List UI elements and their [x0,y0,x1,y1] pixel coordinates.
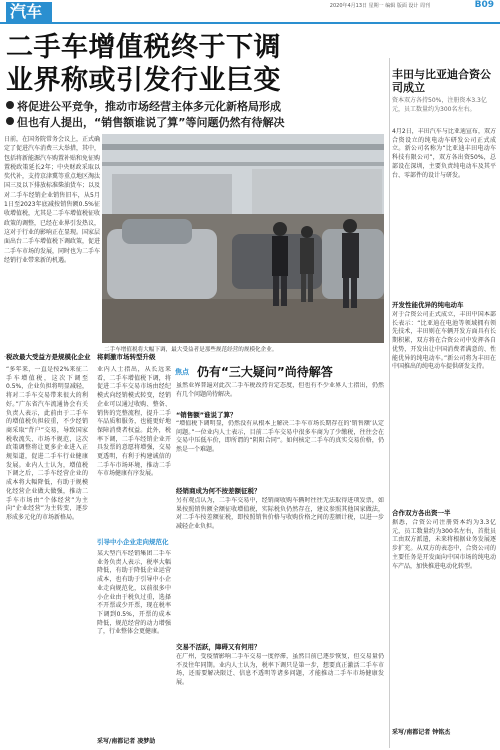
sidebar-body-3: 据悉，合资公司注册资本约为3.3亿元，员工数量约为300名左右，首批员工由双方派遣，未来将根据业务发展逐步扩充。从双方的表态中，合资公司的主要任务是开发面向中国市场的纯电动车产品，加快推进电动化转型。 [392,519,496,570]
column-2-author: 采写/南都记者 凌梦劼 [97,738,156,745]
headline-line-2: 业界称或引发行业巨变 [6,65,281,96]
column-1-text: “多年来，一直是按2%来征二手车增值税，这次下调至0.5%，企业负担将明显减轻，将对二手车交易带来很大的利好。”广东省汽车流通协会有关负责人表示，此前由于二手车的增值税负担较重，不少经销商采取“背户”交易，导致国家税收流失、市场不规范，这次政策调整将让更多企业进入正规渠道，促进二手车行业健康发展。业内人士认为，增值税下调之后，二手车经营企业的成本将大幅降低，有助于规模化经营企业做大做强，推动二手车市场由“个体经营”为主向“企业经营”为主转变，逐步形成多元化的市场新格局。 [6,366,88,521]
sidebar-body-2: 对于合资公司正式成立，丰田中国本部长表示：“比亚迪在电池等领域拥有领先技术，丰田则在车辆开发方面具有长期积累，双方将在合资公司中发挥各自优势，开发出让中国消费者满意的、性能优异的纯电动车。”新公司将为丰田在中国推出的纯电动车提供研发支持。 [392,311,496,371]
section-tag: 汽车 [6,2,52,22]
headline-line-1: 二手车增值税终于下调 [6,32,281,63]
article-headline [6,31,391,97]
column-2-text-2: 某大型汽车经销集团二手车业务负责人表示，税率大幅降低，有助于降低企业运营成本，也有助于引导中小企业走向规范化，以前很多中小企业由于税负过重，选择不开票或少开票，现在税率下调到0.5%，开票的成本降低，规范经营的动力增强了，行业整体会更健康。 [97,550,171,636]
focus-answer-2: 另有观点认为，二手车交易中，经销商收购车辆时往往无法取得进项发票，如果按照销售额全额征收增值税，实际税负仍然存在，建议参照其他国家做法，对二手车按差额征税，即按照销售价格与收购价格之间的差额计税，以进一步减轻企业负担。 [176,497,384,531]
focus-question-1: “销售额”谁说了算？ [176,411,237,419]
sidebar-subtitle: 资本双方各持50%，注册资本3.3亿元，员工数量约为300名左右。 [392,97,487,113]
column-2-heading: 将刺激市场转型升级 [97,353,156,361]
column-2-subheading: 引导中小企业走向规范化 [97,538,169,546]
photo-caption: 二手车增值税将大幅下调，最大受益者是那些规范经营的规模化企业。 [104,347,278,353]
article-photo [102,134,384,343]
bullet-icon [6,117,14,125]
deck-line-2 [6,115,391,130]
header-date-line: 2020年4月13日 星期一 编辑 版面 设计 周刊 [329,3,430,9]
lead-paragraph: 日前，在国务院常务会议上，正式确定了促进汽车消费三大举措，其中，包括将新能源汽车购置补贴和免征购置税政策延长2年；中央财政采取以奖代补，支持京津冀等重点地区淘汰国三及以下排放标准柴油货车；以及对二手车经销企业销售旧车，从5月1日至2023年底减按销售额0.5%征收增值税，尤其是二手车增值税征收政策的调整，已经在业界引发热议，这对于行业的影响正在显现。国家层面出台二手车增值税下调政策，促进二手车市场的发展，同时也为二手车经销行业带来新的机遇。 [4,136,101,264]
header-rule [0,22,500,24]
focus-intro: 虽然业界普遍对此次二手车税改持肯定态度，但也有不少业界人士指出，仍然有几个问题尚待解决。 [176,382,384,398]
column-2-text: 业内人士指出，从长远来看，二手车增值税下调，将促进二手车交易市场由经纪模式向经销模式转变，经销企业可以通过收购、整备、销售的完整流程，提升二手车品质和服务，也能更好地保障消费者权益。此外，税率下调，二手车经销企业开具发票的意愿将增强，交易更透明，有利于构建诚信的二手车市场环境，推动二手车市场健康有序发展。 [97,366,171,478]
column-1-heading: 税改最大受益方是规模化企业 [6,352,95,361]
deck-text-2: 但也有人提出，“销售额谁说了算”等问题仍然有待解决 [17,116,285,129]
focus-title: 仍有“三大疑问”尚待解答 [197,365,333,379]
bullet-icon [6,101,14,109]
photo-illustration [102,134,384,343]
deck-line-1 [6,99,391,114]
sidebar-heading-3: 合作双方各出资一半 [392,509,451,517]
page-number: B09 [474,0,494,10]
sidebar-body-1: 4月2日，丰田汽车与比亚迪宣布，双方合资设立的纯电动车研发公司正式成立。新公司名称为“比亚迪丰田电动车科技有限公司”，双方各出资50%，总部设在深圳，主要负责纯电动车及其平台、零部件的设计与研发。 [392,128,496,179]
focus-label: 焦点 [175,368,189,376]
sidebar-rule [389,58,390,748]
focus-question-3: 交易不活跃，障碍又有何用？ [176,643,261,651]
focus-answer-1: “增值税下调明显，仍然没有从根本上解决二手车市场长期存在的‘销售额’认定问题。”一位业内人士表示，目前二手车交易中很多车商为了少缴税，往往会在交易中压低车价，即所谓的“阴阳合同”。如何核定二手车的真实交易价格，仍然是一个难题。 [176,420,384,454]
sidebar-heading-2: 开发性能优异的纯电动车 [392,301,464,309]
focus-question-2: 经销商成为何不按差额征税？ [176,487,261,495]
focus-answer-3: 在广州，受疫情影响二手车交易一度停滞，虽然目前已逐步恢复，但交易量仍不及往年同期。业内人士认为，税率下调只是第一步，想要真正激活二手车市场，还需要解决限迁、信息不透明等诸多问题，才能推动二手车市场健康发展。 [176,653,384,687]
sidebar-title: 丰田与比亚迪合资公司成立 [392,68,491,94]
deck-text-1: 将促进公平竞争，推动市场经营主体多元化新格局形成 [17,100,281,113]
sidebar-author: 采写/南都记者 钟铭杰 [392,729,451,736]
